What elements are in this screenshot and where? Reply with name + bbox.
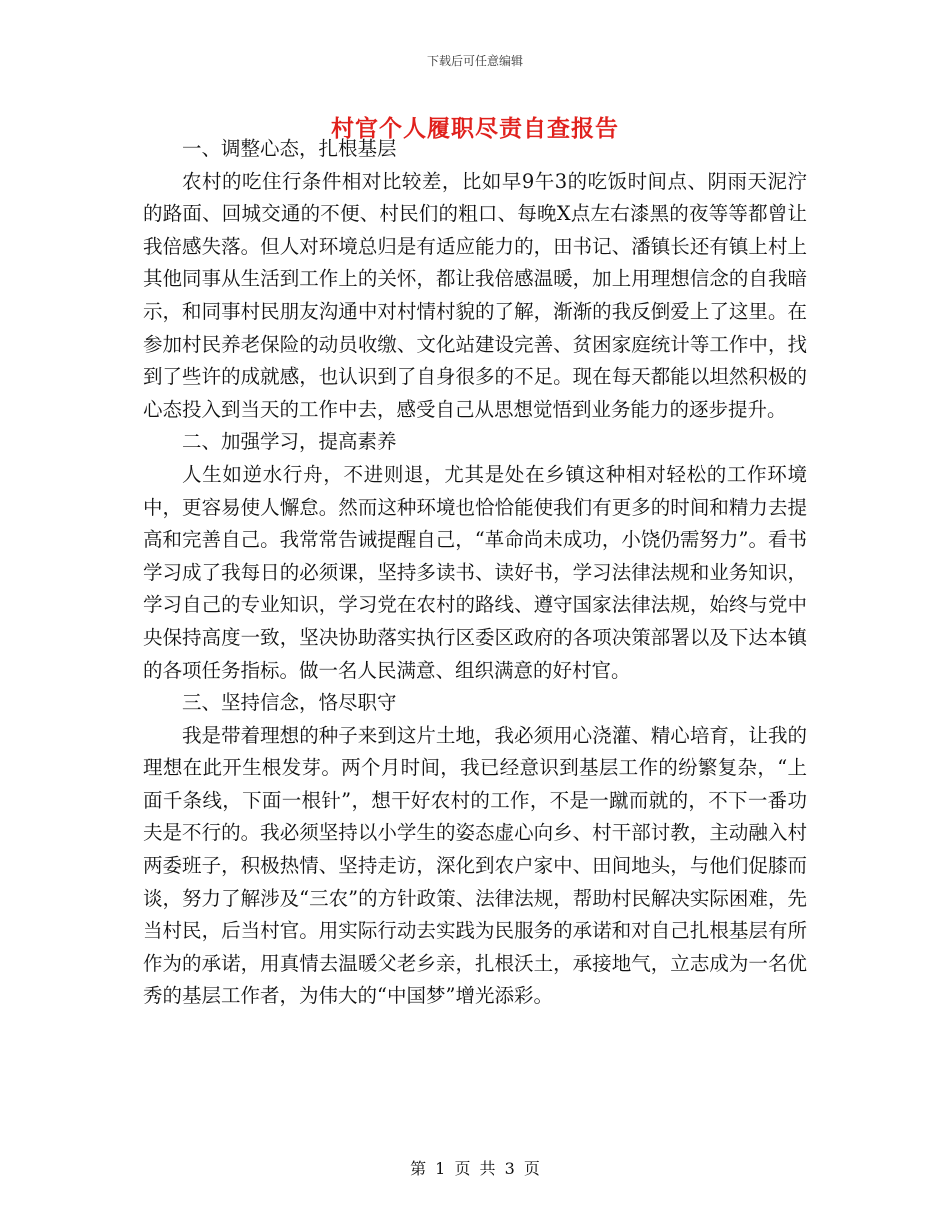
section-heading-2: 二、加强学习，提高素养 bbox=[182, 430, 397, 454]
page-footer: 第 1 页 共 3 页 bbox=[410, 1159, 540, 1178]
document-body bbox=[143, 133, 807, 1013]
section-heading-3: 三、坚持信念，恪尽职守 bbox=[182, 691, 397, 715]
paragraph-3: 我是带着理想的种子来到这片土地，我必须用心浇灌、精心培育，让我的理想在此开生根发芽。两个月时间，我已经意识到基层工作的纷繁复杂，“上面千条线，下面一根针”，想干好农村的工作，不是一蹴而就的，不下一番功夫是不行的。我必须坚持以小学生的姿态虚心向乡、村干部讨教，主动融入村两委班子，积极热情、坚持走访，深化到农户家中、田间地头，与他们促膝而谈，努力了解涉及“三农”的方针政策、法律法规，帮助村民解决实际困难，先当村民，后当村官。用实际行动去实践为民服务的承诺和对自己扎根基层有所作为的承诺，用真情去温暖父老乡亲，扎根沃土，承接地气，立志成为一名优秀的基层工作者，为伟大的“中国梦”增光添彩。 bbox=[143, 723, 807, 1008]
paragraph-1: 农村的吃住行条件相对比较差，比如早9午3的吃饭时间点、阴雨天泥泞的路面、回城交通的不便、村民们的粗口、每晚X点左右漆黑的夜等等都曾让我倍感失落。但人对环境总归是有适应能力的，田书记、潘镇长还有镇上村上其他同事从生活到工作上的关怀，都让我倍感温暖，加上用理想信念的自我暗示，和同事村民朋友沟通中对村情村貌的了解，渐渐的我反倒爱上了这里。在参加村民养老保险的动员收缴、文化站建设完善、贫困家庭统计等工作中，找到了些许的成就感，也认识到了自身很多的不足。现在每天都能以坦然积极的心态投入到当天的工作中去，感受自己从思想觉悟到业务能力的逐步提升。 bbox=[143, 169, 807, 421]
document-title: 村官个人履职尽责自查报告 bbox=[331, 115, 619, 142]
page-header: 下载后可任意编辑 bbox=[426, 54, 523, 68]
paragraph-2: 人生如逆水行舟，不进则退，尤其是处在乡镇这种相对轻松的工作环境中，更容易使人懈怠。然而这种环境也恰恰能使我们有更多的时间和精力去提高和完善自己。我常常告诫提醒自己，“革命尚未成功，小饶仍需努力”。看书学习成了我每日的必须课，坚持多读书、读好书，学习法律法规和业务知识，学习自己的专业知识，学习党在农村的路线、遵守国家法律法规，始终与党中央保持高度一致，坚决协助落实执行区委区政府的各项决策部署以及下达本镇的各项任务指标。做一名人民满意、组织满意的好村官。 bbox=[143, 462, 807, 682]
section-heading-1: 一、调整心态，扎根基层 bbox=[182, 137, 397, 160]
